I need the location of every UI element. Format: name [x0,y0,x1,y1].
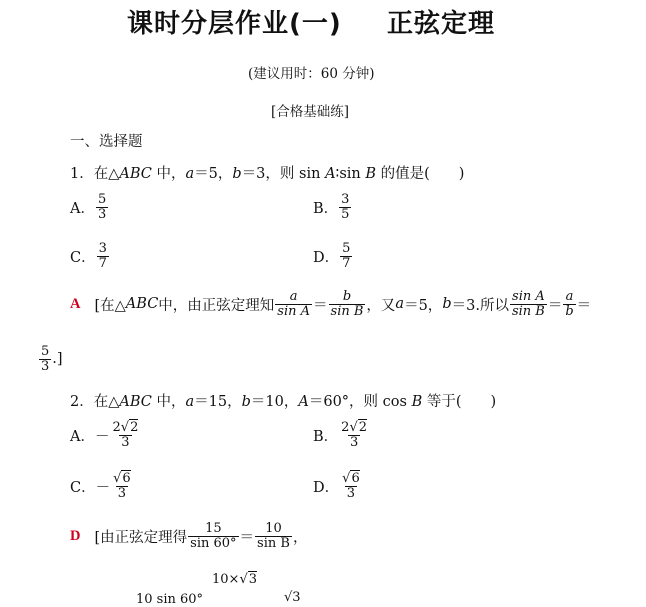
title-topic-text: 正弦定理 [387,9,496,39]
question-2-solution: D [由正弦定理得 $\frac{15}{\sin 60^\circ}$ ＝ $\frac{10}{\text{sin B}}$ ， [70,521,308,551]
question-2-option-c: C． － $\frac{√6}{3}$ [70,471,131,501]
title-main: 课时分层作业(一) [127,9,342,39]
question-1-option-a: A． $\frac{5}{3}$ [70,192,107,222]
question-1-solution-cont: $\frac{5}{3}$ .] [41,344,63,374]
question-1-option-b: B． $\frac{3}{5}$ [313,192,350,222]
cut-off-formula-left: 10 sin 60° [136,592,204,607]
question-2-stem: 2．在△ABC 中，a＝15，b＝10，A＝60°，则 cos B 等于( ) [70,394,497,410]
page-title [127,3,342,40]
cut-off-formula-middle: 10×√3 [212,572,258,587]
question-1-stem: 1．在△ABC 中，a＝5，b＝3，则 sin A∶sin B 的值是( ) [70,166,465,182]
question-1-option-d: D． $\frac{5}{7}$ [313,241,351,271]
time-note: (建议用时：60 分钟) [248,66,375,82]
cut-off-formula-right: √3 [284,590,301,605]
title-topic [387,3,495,40]
answer-badge: A [70,295,81,312]
question-1-option-c: C． $\frac{3}{7}$ [70,241,107,271]
answer-badge: D [70,527,81,544]
question-2-option-a: A． － $\frac{2√2}{3}$ [70,420,139,450]
question-1-solution: A [在△ ABC 中，由正弦定理知 $\frac{a}{\text{sin A}}$ ＝ $\frac{b}{\text{sin B}}$ ，又 a ＝5， b ＝3.所以 $\frac{\text{sin A}}{\text{sin B}}$ ＝ $\frac{a}{b}$ ＝ [70,289,592,319]
section-label: [合格基础练] [271,104,350,120]
question-2-option-b: B． $\frac{2√2}{3}$ [313,420,368,450]
question-2-option-d: D． $\frac{√6}{3}$ [313,471,360,501]
section-heading: 一、选择题 [70,134,143,150]
